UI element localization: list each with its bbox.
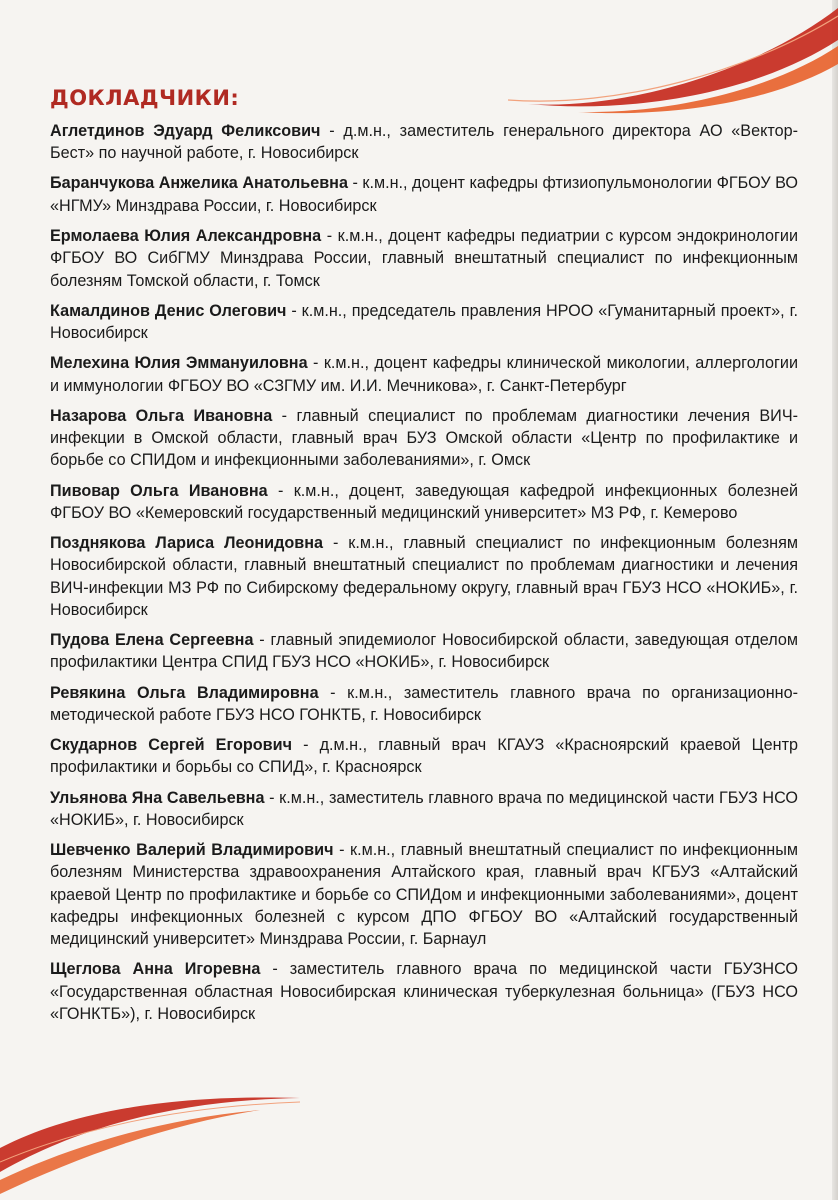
speaker-details: - к.м.н., главный специалист по инфекционным болезням Новосибирской области, главный внештатный специалист по проблемам диагностики и лечения ВИЧ-инфекции МЗ РФ по Сибирскому федеральному округу, главный врач ГБУЗ НСО «НОКИБ», г. Новосибирск (50, 533, 799, 619)
speaker-name: Позднякова Лариса Леонидовна (50, 533, 323, 552)
speaker-entry (50, 405, 798, 472)
speaker-details: - д.м.н., главный врач КГАУЗ «Красноярский краевой Центр профилактики и борьбы со СПИД», г. Красноярск (50, 736, 798, 777)
speaker-details: - к.м.н., доцент кафедры фтизиопульмонологии ФГБОУ ВО «НГМУ» Минздрава России, г. Новосибирск (50, 174, 798, 215)
speaker-entry (50, 682, 798, 727)
speaker-entry (50, 120, 798, 165)
speaker-details: - к.м.н., доцент кафедры педиатрии с курсом эндокринологии ФГБОУ ВО СибГМУ Минздрава России, главный внештатный специалист по инфекционным болезням Томской области, г. Томск (50, 226, 798, 290)
speaker-entry (50, 958, 798, 1025)
speaker-entry (50, 480, 798, 525)
speaker-name: Назарова Ольга Ивановна (50, 406, 273, 425)
speaker-entry (50, 352, 798, 397)
speaker-name: Шевченко Валерий Владимирович (50, 841, 334, 859)
speaker-name: Скударнов Сергей Егорович (50, 736, 292, 755)
speaker-name: Мелехина Юлия Эммануиловна (50, 354, 308, 373)
speaker-name: Пудова Елена Сергеевна (50, 631, 254, 650)
speaker-name: Ульянова Яна Савельевна (50, 788, 265, 807)
decorative-swoosh-top (508, 0, 838, 120)
speaker-details: - главный эпидемиолог Новосибирской области, заведующая отделом профилактики Центра СПИД ГБУЗ НСО «НОКИБ», г. Новосибирск (50, 631, 798, 672)
speaker-details: - к.м.н., заместитель главного врача по медицинской части ГБУЗ НСО «НОКИБ», г. Новосибирск (50, 788, 798, 829)
decorative-swoosh-bottom (0, 1090, 300, 1200)
speaker-entry (50, 172, 798, 217)
speaker-entry (50, 532, 798, 621)
speaker-details: - д.м.н., заместитель генерального директора АО «Вектор-Бест» по научной работе, г. Новосибирск (50, 122, 799, 163)
speaker-name: Камалдинов Денис Олегович (50, 301, 287, 320)
page-edge-shadow (832, 0, 838, 1200)
speaker-entry (50, 629, 798, 674)
section-heading: ДОКЛАДЧИКИ: (50, 86, 240, 110)
speaker-entry (50, 225, 798, 292)
speaker-name: Баранчукова Анжелика Анатольевна (50, 174, 348, 193)
speaker-entry (50, 300, 798, 345)
speaker-details: - к.м.н., председатель правления НРОО «Гуманитарный проект», г. Новосибирск (50, 301, 798, 343)
speaker-name: Аглетдинов Эдуард Феликсович (50, 122, 321, 140)
speaker-details: - к.м.н., доцент кафедры клинической микологии, аллергологии и иммунологии ФГБОУ ВО «СЗГМУ им. И.И. Мечникова», г. Санкт-Петербург (50, 354, 798, 395)
speaker-name: Щеглова Анна Игоревна (50, 960, 261, 979)
speaker-name: Пивовар Ольга Ивановна (50, 481, 268, 500)
speaker-name: Ермолаева Юлия Александровна (50, 226, 322, 245)
speaker-list (50, 120, 798, 1033)
speaker-details: - к.м.н., главный внештатный специалист по инфекционным болезням Министерства здравоохранения Алтайского края, главный врач КГБУЗ «Алтайский краевой Центр по профилактике и борьбе со СПИДом и инфекционными заболеваниями», доцент кафедры инфекционных болезней с курсом ДПО ФГБОУ ВО «Алтайский государственный медицинский университет» Минздрава России, г. Барнаул (50, 841, 799, 949)
speaker-details: - к.м.н., заместитель главного врача по организационно-методической работе ГБУЗ НСО ГОНКТБ, г. Новосибирск (50, 683, 798, 724)
speaker-details: - к.м.н., доцент, заведующая кафедрой инфекционных болезней ФГБОУ ВО «Кемеровский государственный медицинский университет» МЗ РФ, г. Кемерово (50, 481, 798, 522)
speaker-entry (50, 734, 798, 779)
speaker-details: - главный специалист по проблемам диагностики лечения ВИЧ-инфекции в Омской области, главный врач БУЗ Омской области «Центр по профилактике и борьбе со СПИДом и инфекционными заболеваниями», г. Омск (50, 406, 799, 470)
speaker-details: - заместитель главного врача по медицинской части ГБУЗНСО «Государственная областная Новосибирская клиническая туберкулезная больница» (ГБУЗ НСО «ГОНКТБ»), г. Новосибирск (50, 960, 799, 1023)
speaker-name: Ревякина Ольга Владимировна (50, 683, 319, 702)
speaker-entry (50, 839, 798, 950)
speaker-entry (50, 787, 798, 832)
